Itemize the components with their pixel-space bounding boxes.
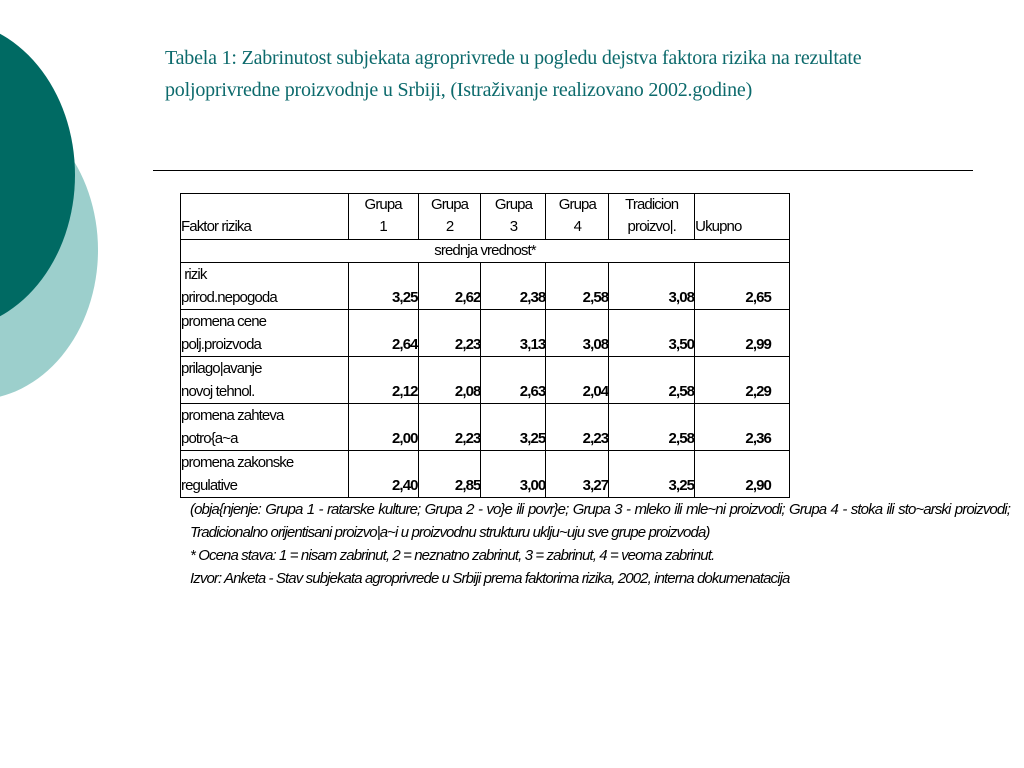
cell-value: 2,85 [418,451,481,498]
cell-value: 2,58 [609,404,695,451]
row-label: promena cene polj.proizvoda [181,310,349,357]
cell-value: 2,58 [546,263,609,310]
subheader-mean-value: srednja vrednost* [181,240,790,263]
cell-value: 3,25 [348,263,418,310]
cell-value: 3,08 [609,263,695,310]
header-group-3: Grupa 3 [481,194,546,240]
cell-value: 2,23 [418,310,481,357]
cell-value: 2,23 [418,404,481,451]
table-header-row [181,194,790,240]
table-row [181,263,790,310]
cell-value: 3,50 [609,310,695,357]
header-group-4: Grupa 4 [546,194,609,240]
cell-value: 2,12 [348,357,418,404]
title-line-2: poljoprivredne proizvodnje u Srbiji, (Istraživanje realizovano 2002.godine) [165,79,753,101]
row-label: rizik prirod.nepogoda [181,263,349,310]
table-row [181,451,790,498]
cell-value: 2,63 [481,357,546,404]
cell-value: 2,65 [695,263,790,310]
header-traditional: Tradicion proizvo|. [609,194,695,240]
table-notes [190,498,1010,590]
cell-value: 3,08 [546,310,609,357]
slide-title [165,42,965,106]
header-group-1: Grupa 1 [348,194,418,240]
cell-value: 2,38 [481,263,546,310]
cell-value: 3,25 [609,451,695,498]
title-line-1: Tabela 1: Zabrinutost subjekata agroprivrede u pogledu dejstva faktora rizika na rezultate [165,47,862,69]
cell-value: 2,40 [348,451,418,498]
cell-value: 2,29 [695,357,790,404]
header-factor: Faktor rizika [181,194,349,240]
cell-value: 2,58 [609,357,695,404]
cell-value: 3,25 [481,404,546,451]
cell-value: 2,90 [695,451,790,498]
row-label: prilago|avanje novoj tehnol. [181,357,349,404]
cell-value: 2,00 [348,404,418,451]
cell-value: 2,64 [348,310,418,357]
table-row [181,404,790,451]
table-row [181,357,790,404]
cell-value: 2,62 [418,263,481,310]
cell-value: 2,08 [418,357,481,404]
cell-value: 2,23 [546,404,609,451]
table-subheader-row [181,240,790,263]
cell-value: 2,36 [695,404,790,451]
row-label: promena zakonske regulative [181,451,349,498]
cell-value: 3,00 [481,451,546,498]
cell-value: 3,27 [546,451,609,498]
note-explanation: (obja{njenje: Grupa 1 - ratarske kulture; Grupa 2 - vo}e ili povr}e; Grupa 3 - mleko ili mle~ni proizvodi; Grupa 4 - stoka ili sto~arski proizvodi; Tradicionalno orijentisani proizvo|a~i u proizvodnu strukturu uklju~uju sve grupe proizvoda) [190,501,1010,541]
cell-value: 3,13 [481,310,546,357]
title-divider [153,170,973,171]
risk-factor-table [180,193,790,498]
row-label: promena zahteva potro{a~a [181,404,349,451]
table-row [181,310,790,357]
header-group-2: Grupa 2 [418,194,481,240]
header-total: Ukupno [695,194,790,240]
cell-value: 2,99 [695,310,790,357]
cell-value: 2,04 [546,357,609,404]
note-source: Izvor: Anketa - Stav subjekata agroprivrede u Srbiji prema faktorima rizika, 2002, interna dokumenatacija [190,570,790,587]
note-rating-scale: * Ocena stava: 1 = nisam zabrinut, 2 = neznatno zabrinut, 3 = zabrinut, 4 = veoma zabrinut. [190,547,715,564]
